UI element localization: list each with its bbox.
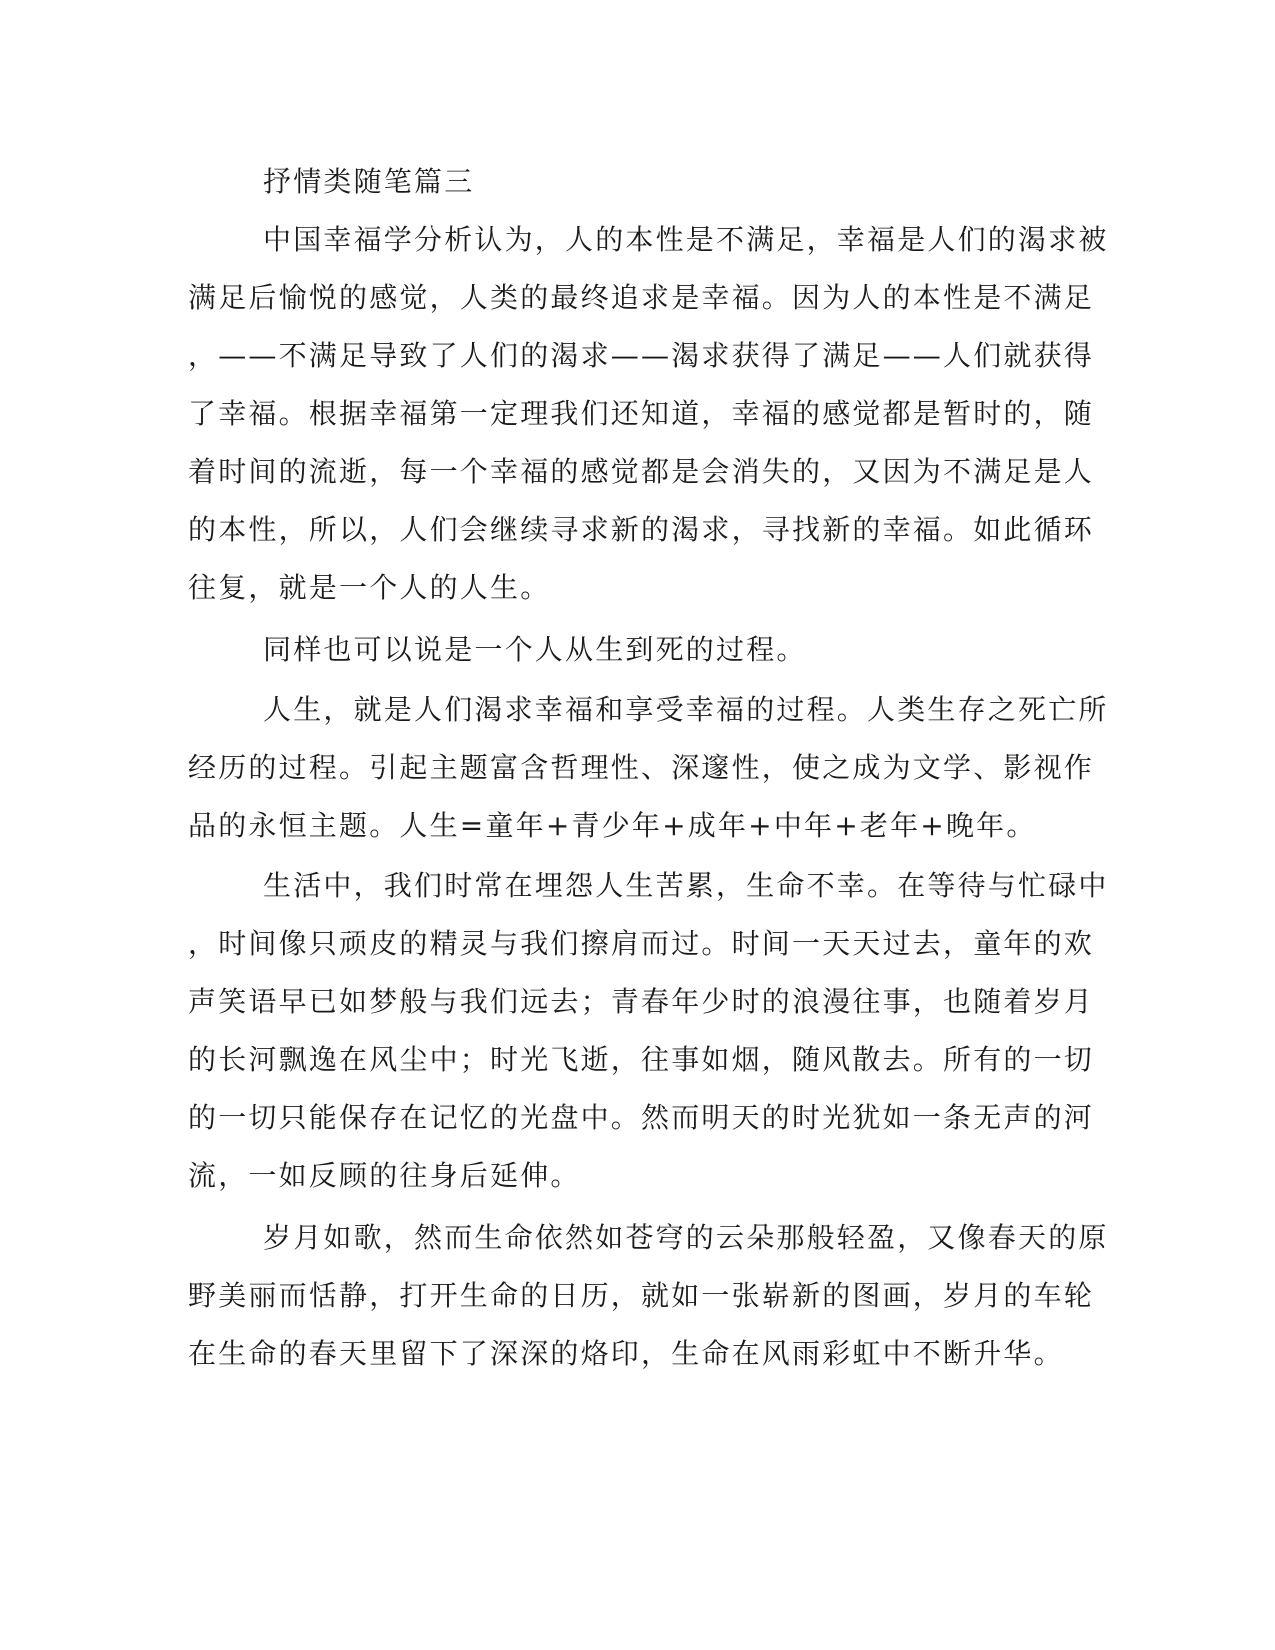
paragraph-1-line-2: 满足后愉悦的感觉，人类的最终追求是幸福。因为人的本性是不满足 [188, 281, 1095, 314]
paragraph-3-line-3: 品的永恒主题。人生=童年+青少年+成年+中年+老年+晚年。 [188, 809, 1037, 842]
paragraph-5-line-2: 野美丽而恬静，打开生命的日历，就如一张崭新的图画，岁月的车轮 [188, 1279, 1095, 1312]
paragraph-4-line-6: 流，一如反顾的往身后延伸。 [188, 1159, 581, 1192]
paragraph-2-line-1: 同样也可以说是一个人从生到死的过程。 [263, 633, 807, 666]
paragraph-4-line-3: 声笑语早已如梦般与我们远去；青春年少时的浪漫往事，也随着岁月 [188, 985, 1095, 1018]
paragraph-3-line-1: 人生，就是人们渴求幸福和享受幸福的过程。人类生存之死亡所 [263, 693, 1109, 726]
paragraph-1-line-6: 的本性，所以，人们会继续寻求新的渴求，寻找新的幸福。如此循环 [188, 513, 1095, 546]
paragraph-1-line-7: 往复，就是一个人的人生。 [188, 571, 551, 604]
paragraph-5-line-3: 在生命的春天里留下了深深的烙印，生命在风雨彩虹中不断升华。 [188, 1337, 1064, 1370]
paragraph-4-line-4: 的长河飘逸在风尘中；时光飞逝，往事如烟，随风散去。所有的一切 [188, 1043, 1095, 1076]
paragraph-1-line-1: 中国幸福学分析认为，人的本性是不满足，幸福是人们的渴求被 [263, 223, 1109, 256]
paragraph-4-line-1: 生活中，我们时常在埋怨人生苦累，生命不幸。在等待与忙碌中 [263, 869, 1109, 902]
paragraph-4-line-2: ，时间像只顽皮的精灵与我们擦肩而过。时间一天天过去，童年的欢 [188, 927, 1095, 960]
paragraph-4-line-5: 的一切只能保存在记忆的光盘中。然而明天的时光犹如一条无声的河 [188, 1101, 1095, 1134]
paragraph-5-line-1: 岁月如歌，然而生命依然如苍穹的云朵那般轻盈，又像春天的原 [263, 1221, 1109, 1254]
paragraph-1-line-4: 了幸福。根据幸福第一定理我们还知道，幸福的感觉都是暂时的，随 [188, 397, 1095, 430]
paragraph-3-line-2: 经历的过程。引起主题富含哲理性、深邃性，使之成为文学、影视作 [188, 751, 1095, 784]
document-title: 抒情类随笔篇三 [263, 165, 475, 198]
paragraph-1-line-5: 着时间的流逝，每一个幸福的感觉都是会消失的，又因为不满足是人 [188, 455, 1095, 488]
paragraph-1-line-3: ，——不满足导致了人们的渴求——渴求获得了满足——人们就获得 [188, 339, 1095, 372]
